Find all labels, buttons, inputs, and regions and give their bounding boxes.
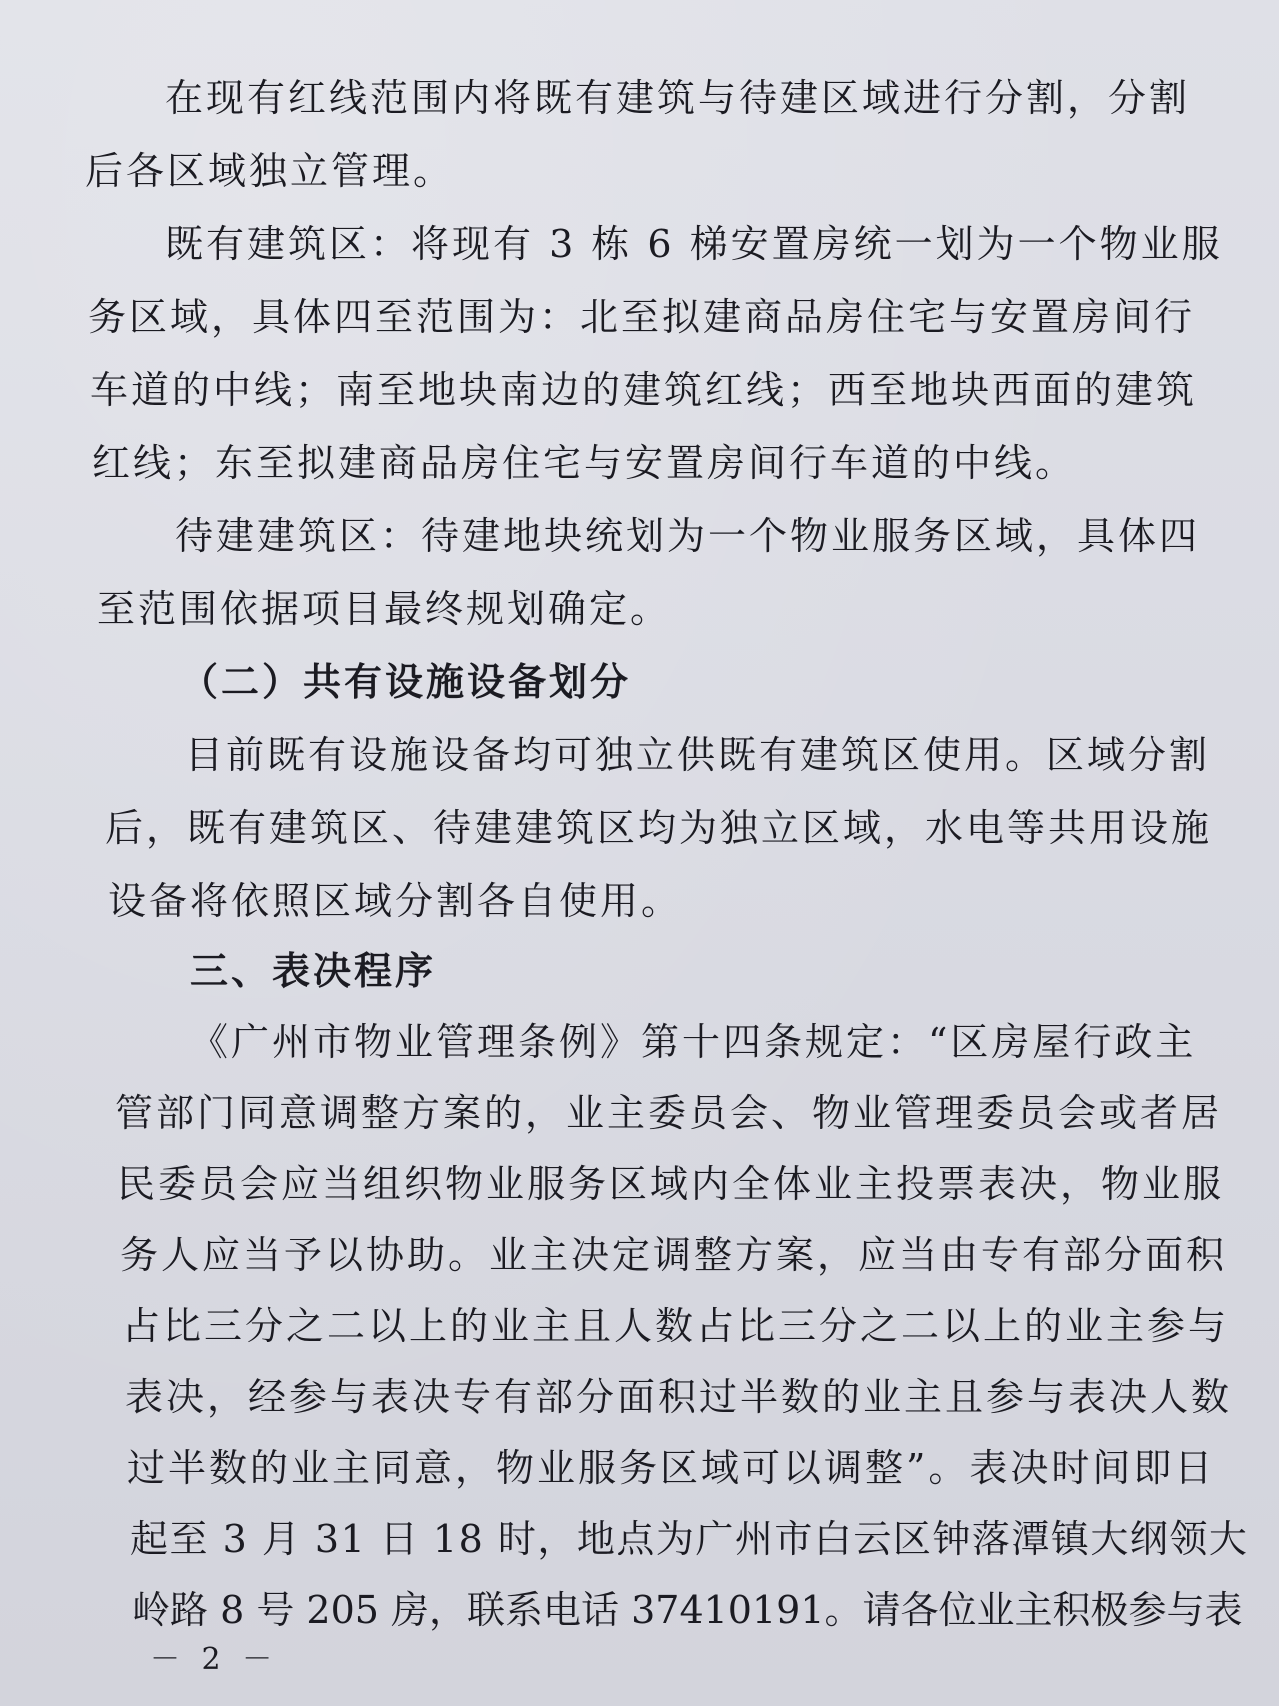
paragraph-line-12: 设备将依照区域分割各自使用。 <box>108 879 683 923</box>
paragraph-line-10: 目前既有设施设备均可独立供既有建筑区使用。区域分割 <box>185 733 1211 777</box>
section-heading-shared-facilities: （二）共有设施设备划分 <box>180 659 632 704</box>
paragraph-line-20: 过半数的业主同意，物业服务区域可以调整”。表决时间即日 <box>127 1446 1216 1490</box>
paragraph-line-17: 务人应当予以协助。业主决定调整方案，应当由专有部分面积 <box>120 1233 1228 1277</box>
paragraph-line-21: 起至 3 月 31 日 18 时，地点为广州市白云区钟落潭镇大纲领大 <box>130 1517 1249 1561</box>
page-number: － 2 － <box>150 1642 279 1677</box>
paragraph-line-22: 岭路 8 号 205 房，联系电话 37410191。请各位业主积极参与表 <box>132 1588 1243 1632</box>
paragraph-line-15: 管部门同意调整方案的，业主委员会、物业管理委员会或者居 <box>115 1091 1223 1135</box>
paragraph-line-7: 待建建筑区：待建地块统划为一个物业服务区域，具体四 <box>175 514 1201 558</box>
paragraph-line-19: 表决，经参与表决专有部分面积过半数的业主且参与表决人数 <box>125 1375 1233 1419</box>
section-heading-voting-procedure: 三、表决程序 <box>190 948 437 993</box>
paragraph-line-14: 《广州市物业管理条例》第十四条规定：“区房屋行政主 <box>190 1020 1197 1064</box>
paragraph-line-8: 至范围依据项目最终规划确定。 <box>97 587 672 631</box>
paragraph-line-18: 占比三分之二以上的业主且人数占比三分之二以上的业主参与 <box>122 1304 1230 1348</box>
paragraph-line-2: 后各区域独立管理。 <box>85 149 455 193</box>
paragraph-line-16: 民委员会应当组织物业服务区域内全体业主投票表决，物业服 <box>117 1162 1225 1206</box>
paragraph-line-5: 车道的中线；南至地块南边的建筑红线；西至地块西面的建筑 <box>90 368 1198 412</box>
paragraph-line-3: 既有建筑区：将现有 3 栋 6 梯安置房统一划为一个物业服 <box>165 222 1223 266</box>
paragraph-line-4: 务区域，具体四至范围为：北至拟建商品房住宅与安置房间行 <box>88 295 1196 339</box>
paragraph-line-6: 红线；东至拟建商品房住宅与安置房间行车道的中线。 <box>92 441 1077 485</box>
paragraph-line-11: 后，既有建筑区、待建建筑区均为独立区域，水电等共用设施 <box>105 806 1213 850</box>
paragraph-line-1: 在现有红线范围内将既有建筑与待建区域进行分割，分割 <box>165 76 1191 120</box>
